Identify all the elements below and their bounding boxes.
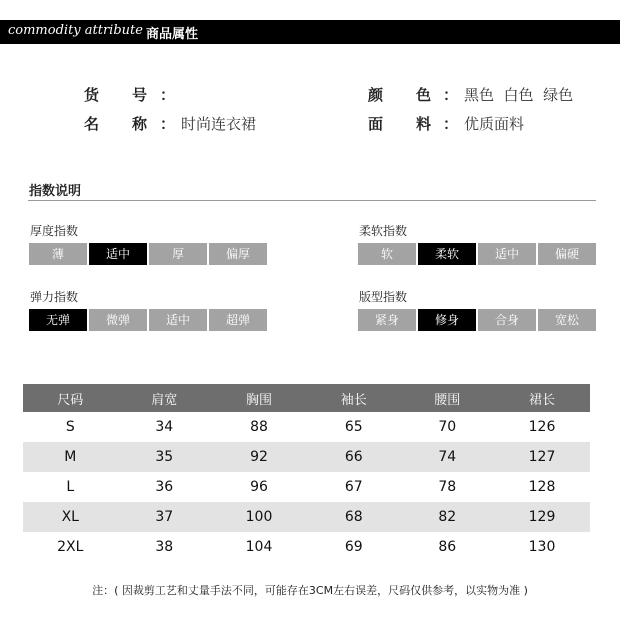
table-cell: 130 xyxy=(528,539,556,555)
attr-name-key2: 称 xyxy=(132,115,148,133)
header-title-cn: 商品属性 xyxy=(146,27,199,42)
table-cell: 69 xyxy=(344,539,363,555)
table-row xyxy=(23,472,590,502)
index-title: 柔软指数 xyxy=(359,224,408,238)
table-cell: 92 xyxy=(211,442,307,472)
index-option: 偏厚 xyxy=(209,243,267,265)
table-cell: 128 xyxy=(528,479,556,495)
table-cell: 37 xyxy=(118,502,212,532)
attr-name-key1: 名 xyxy=(84,115,100,133)
attr-color-value: 黑色 白色 绿色 xyxy=(464,86,574,104)
index-section-title: 指数说明 xyxy=(29,184,82,199)
table-cell: 35 xyxy=(118,442,212,472)
attr-color-key1: 颜 xyxy=(368,86,384,104)
index-option: 偏硬 xyxy=(538,243,596,265)
col-header-bust: 胸围 xyxy=(211,384,307,412)
col-header-length: 裙长 xyxy=(494,384,590,412)
index-title: 版型指数 xyxy=(359,290,408,304)
table-row xyxy=(23,442,590,472)
size-table-header-row xyxy=(23,384,590,412)
attr-item-no-colon: ： xyxy=(160,86,176,104)
index-option: 超弹 xyxy=(209,309,267,331)
table-cell: 74 xyxy=(401,442,495,472)
col-header-size: 尺码 xyxy=(23,384,118,412)
index-option: 宽松 xyxy=(538,309,596,331)
index-option: 合身 xyxy=(478,309,536,331)
index-scale xyxy=(358,243,596,265)
table-cell: 127 xyxy=(494,442,590,472)
index-option: 厚 xyxy=(149,243,207,265)
col-header-shoulder: 肩宽 xyxy=(118,384,212,412)
table-row xyxy=(23,532,590,562)
table-cell: 78 xyxy=(438,479,457,495)
index-option: 薄 xyxy=(29,243,87,265)
table-cell: 88 xyxy=(250,419,268,435)
index-option: 软 xyxy=(358,243,416,265)
col-header-sleeve: 袖长 xyxy=(307,384,401,412)
index-title: 弹力指数 xyxy=(30,290,79,304)
index-scale xyxy=(358,309,596,331)
table-cell: 100 xyxy=(211,502,307,532)
table-cell: 66 xyxy=(307,442,401,472)
table-cell: L xyxy=(66,479,75,495)
size-note: 注：( 因裁剪工艺和丈量手法不同，可能存在3CM左右误差，尺码仅供参考，以实物为准 ) xyxy=(92,584,528,597)
table-cell: 82 xyxy=(401,502,495,532)
attr-color-colon: ： xyxy=(443,86,459,104)
table-cell: 126 xyxy=(528,419,556,435)
header-bar xyxy=(0,20,620,44)
attr-item-no-key2: 号 xyxy=(132,86,148,104)
attr-name-colon: ： xyxy=(160,115,176,133)
table-cell: 2XL xyxy=(57,539,84,555)
header-title-en: commodity attribute xyxy=(8,23,143,38)
table-row xyxy=(23,502,590,532)
table-cell: M xyxy=(23,442,118,472)
table-cell: 68 xyxy=(307,502,401,532)
table-cell: 34 xyxy=(155,419,174,435)
table-cell: XL xyxy=(23,502,118,532)
attr-item-no-key1: 货 xyxy=(84,86,100,104)
index-option-selected: 适中 xyxy=(89,243,147,265)
attr-fabric-colon: ： xyxy=(443,115,459,133)
table-cell: 104 xyxy=(245,539,273,555)
attr-fabric-key1: 面 xyxy=(368,115,384,133)
table-cell: S xyxy=(65,419,75,435)
table-cell: 86 xyxy=(438,539,457,555)
table-cell: 38 xyxy=(155,539,174,555)
index-scale xyxy=(29,309,267,331)
table-cell: 36 xyxy=(155,479,174,495)
table-cell: 70 xyxy=(438,419,457,435)
index-option: 适中 xyxy=(149,309,207,331)
table-cell: 96 xyxy=(250,479,268,495)
attr-name-value: 时尚连衣裙 xyxy=(181,115,257,133)
size-table xyxy=(23,384,590,562)
index-option-selected: 无弹 xyxy=(29,309,87,331)
section-divider xyxy=(28,200,596,201)
index-option-selected: 柔软 xyxy=(418,243,476,265)
attr-fabric-key2: 料 xyxy=(416,115,432,133)
table-cell: 129 xyxy=(494,502,590,532)
index-title: 厚度指数 xyxy=(30,224,79,238)
attr-fabric-value: 优质面料 xyxy=(464,115,525,133)
attr-color-key2: 色 xyxy=(416,86,432,104)
col-header-waist: 腰围 xyxy=(401,384,495,412)
table-cell: 67 xyxy=(344,479,363,495)
index-option: 适中 xyxy=(478,243,536,265)
index-scale xyxy=(29,243,267,265)
table-cell: 65 xyxy=(344,419,363,435)
index-option-selected: 修身 xyxy=(418,309,476,331)
index-option: 微弹 xyxy=(89,309,147,331)
table-row xyxy=(23,412,590,442)
index-option: 紧身 xyxy=(358,309,416,331)
